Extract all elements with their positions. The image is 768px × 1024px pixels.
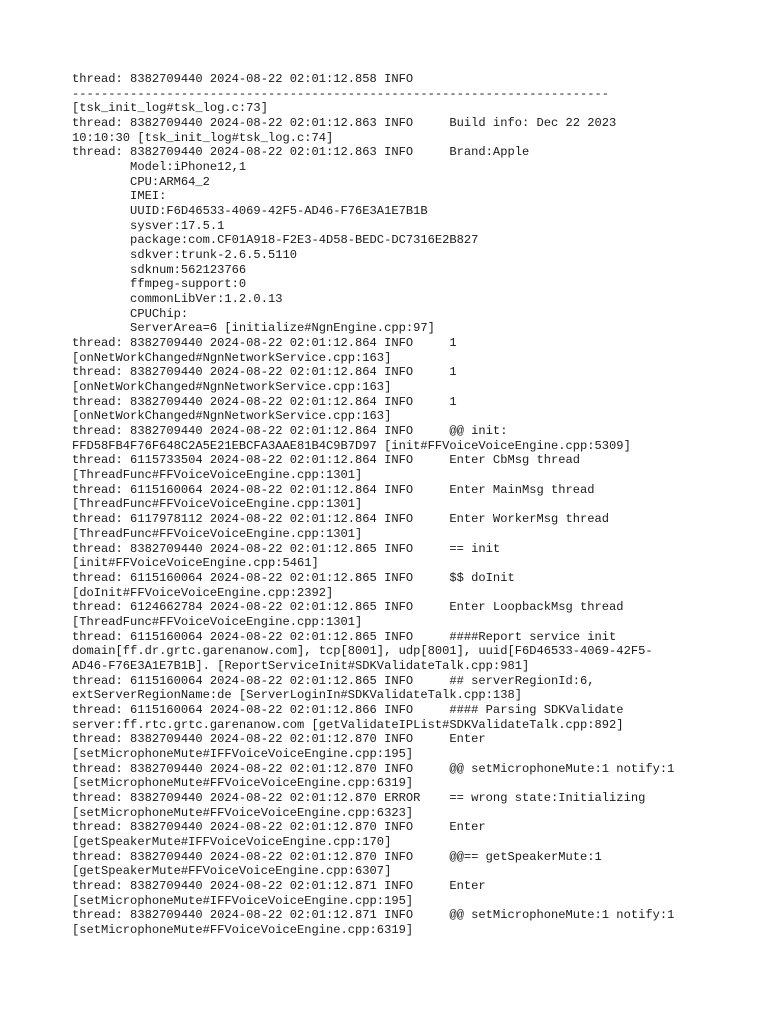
log-line: thread: 8382709440 2024-08-22 02:01:12.863 INFO Brand:Apple [72, 145, 530, 160]
log-line: CPU:ARM64_2 [72, 174, 210, 189]
log-line: thread: 8382709440 2024-08-22 02:01:12.870 INFO @@ setMicrophoneMute:1 notify:1 [72, 761, 675, 776]
log-text-block [72, 72, 762, 938]
log-line: [ThreadFunc#FFVoiceVoiceEngine.cpp:1301] [72, 468, 363, 483]
log-line: commonLibVer:1.2.0.13 [72, 292, 283, 307]
log-line: thread: 6115160064 2024-08-22 02:01:12.864 INFO Enter MainMsg thread [72, 482, 595, 497]
log-line: sysver:17.5.1 [72, 218, 225, 233]
log-line: thread: 8382709440 2024-08-22 02:01:12.870 INFO Enter [72, 732, 486, 747]
log-line: [setMicrophoneMute#IFFVoiceVoiceEngine.cpp:195] [72, 746, 414, 761]
log-line: [onNetWorkChanged#NgnNetworkService.cpp:163] [72, 409, 392, 424]
log-line: ffmpeg-support:0 [72, 277, 247, 292]
log-line: thread: 6115160064 2024-08-22 02:01:12.865 INFO ## serverRegionId:6, [72, 673, 595, 688]
log-line: sdkver:trunk-2.6.5.5110 [72, 248, 297, 263]
log-line: thread: 8382709440 2024-08-22 02:01:12.864 INFO 1 [72, 336, 457, 351]
log-line: thread: 8382709440 2024-08-22 02:01:12.864 INFO @@ init: [72, 424, 508, 439]
log-line: [setMicrophoneMute#FFVoiceVoiceEngine.cpp:6319] [72, 922, 414, 937]
log-line: [setMicrophoneMute#IFFVoiceVoiceEngine.cpp:195] [72, 893, 414, 908]
log-line: package:com.CF01A918-F2E3-4D58-BEDC-DC7316E2B827 [72, 233, 479, 248]
log-line: sdknum:562123766 [72, 262, 247, 277]
log-line: AD46-F76E3A1E7B1B]. [ReportServiceInit#SDKValidateTalk.cpp:981] [72, 658, 530, 673]
log-line: CPUChip: [72, 306, 189, 321]
log-line: server:ff.rtc.grtc.garenanow.com [getValidateIPList#SDKValidateTalk.cpp:892] [72, 717, 624, 732]
log-line: -------------------------------------------------------------------------- [72, 86, 610, 101]
log-line: thread: 8382709440 2024-08-22 02:01:12.870 INFO @@== getSpeakerMute:1 [72, 849, 602, 864]
log-line: [ThreadFunc#FFVoiceVoiceEngine.cpp:1301] [72, 497, 363, 512]
log-line: domain[ff.dr.grtc.garenanow.com], tcp[8001], udp[8001], uuid[F6D46533-4069-42F5- [72, 644, 653, 659]
log-line: [tsk_init_log#tsk_log.c:73] [72, 101, 268, 116]
log-line: thread: 8382709440 2024-08-22 02:01:12.865 INFO == init [72, 541, 501, 556]
log-line: thread: 8382709440 2024-08-22 02:01:12.870 INFO Enter [72, 820, 486, 835]
log-line: thread: 6115160064 2024-08-22 02:01:12.865 INFO $$ doInit [72, 570, 515, 585]
log-line: UUID:F6D46533-4069-42F5-AD46-F76E3A1E7B1B [72, 204, 428, 219]
log-line: extServerRegionName:de [ServerLoginIn#SDKValidateTalk.cpp:138] [72, 688, 522, 703]
log-line: thread: 6124662784 2024-08-22 02:01:12.865 INFO Enter LoopbackMsg thread [72, 600, 624, 615]
log-line: thread: 6115160064 2024-08-22 02:01:12.866 INFO #### Parsing SDKValidate [72, 702, 624, 717]
log-line: ServerArea=6 [initialize#NgnEngine.cpp:97] [72, 321, 435, 336]
log-line: thread: 8382709440 2024-08-22 02:01:12.871 INFO @@ setMicrophoneMute:1 notify:1 [72, 908, 675, 923]
log-line: Model:iPhone12,1 [72, 160, 247, 175]
log-line: IMEI: [72, 189, 167, 204]
log-line: [onNetWorkChanged#NgnNetworkService.cpp:163] [72, 350, 392, 365]
log-line: [ThreadFunc#FFVoiceVoiceEngine.cpp:1301] [72, 614, 363, 629]
log-line: [onNetWorkChanged#NgnNetworkService.cpp:163] [72, 380, 392, 395]
log-line: [setMicrophoneMute#FFVoiceVoiceEngine.cpp:6319] [72, 776, 414, 791]
log-line: [getSpeakerMute#FFVoiceVoiceEngine.cpp:6307] [72, 864, 392, 879]
log-line: [getSpeakerMute#IFFVoiceVoiceEngine.cpp:170] [72, 834, 392, 849]
log-line: thread: 8382709440 2024-08-22 02:01:12.863 INFO Build info: Dec 22 2023 [72, 116, 617, 131]
log-line: thread: 8382709440 2024-08-22 02:01:12.864 INFO 1 [72, 365, 457, 380]
log-line: thread: 8382709440 2024-08-22 02:01:12.864 INFO 1 [72, 394, 457, 409]
log-line: [ThreadFunc#FFVoiceVoiceEngine.cpp:1301] [72, 526, 363, 541]
log-line: [doInit#FFVoiceVoiceEngine.cpp:2392] [72, 585, 334, 600]
log-line: [init#FFVoiceVoiceEngine.cpp:5461] [72, 556, 319, 571]
log-line: thread: 8382709440 2024-08-22 02:01:12.870 ERROR == wrong state:Initializing [72, 790, 646, 805]
log-line: thread: 8382709440 2024-08-22 02:01:12.858 INFO [72, 72, 414, 86]
log-line: [setMicrophoneMute#FFVoiceVoiceEngine.cpp:6323] [72, 805, 414, 820]
log-line: thread: 8382709440 2024-08-22 02:01:12.871 INFO Enter [72, 878, 486, 893]
log-line: thread: 6117978112 2024-08-22 02:01:12.864 INFO Enter WorkerMsg thread [72, 512, 610, 527]
log-line: thread: 6115160064 2024-08-22 02:01:12.865 INFO ####Report service init [72, 629, 617, 644]
log-line: thread: 6115733504 2024-08-22 02:01:12.864 INFO Enter CbMsg thread [72, 453, 581, 468]
log-line: 10:10:30 [tsk_init_log#tsk_log.c:74] [72, 130, 334, 145]
log-line: FFD58FB4F76F648C2A5E21EBCFA3AAE81B4C9B7D97 [init#FFVoiceVoiceEngine.cpp:5309] [72, 438, 631, 453]
